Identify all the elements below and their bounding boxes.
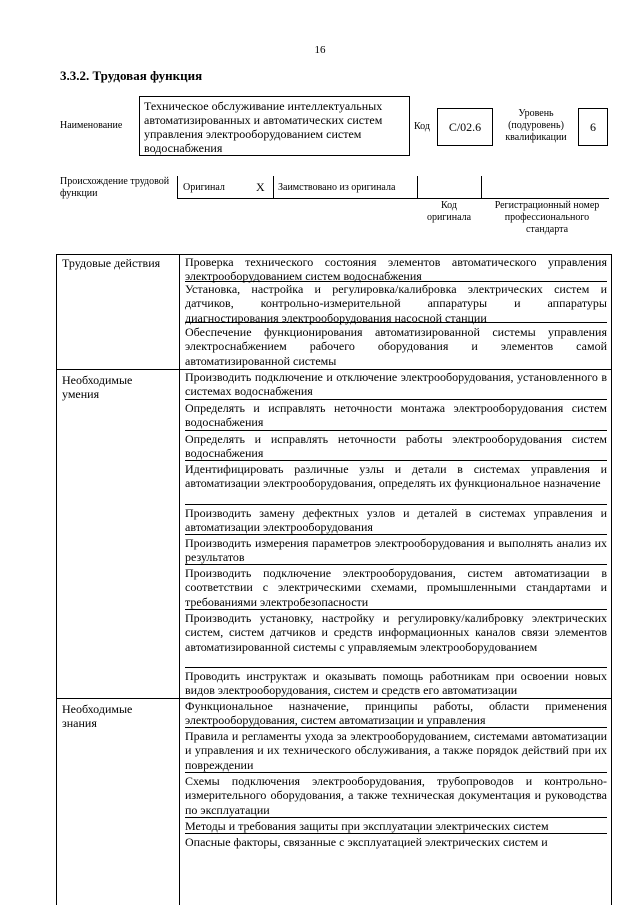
origin-divider-4 [481, 176, 482, 198]
table-right-line [611, 254, 612, 905]
code-value: C/02.6 [437, 108, 493, 146]
page-number: 16 [314, 44, 326, 56]
table-row: Обеспечение функционирования автоматизированной системы управления электроснабжением рабочего оборудования и элементов самой автоматизированной системы [185, 325, 607, 368]
original-label: Оригинал [183, 181, 225, 193]
function-name: Техническое обслуживание интеллектуальных автоматизированных и автоматических систем управления электрооборудованием систем водоснабжения [139, 96, 410, 156]
section-label-skills: Необходимые умения [62, 373, 133, 401]
table-row: Методы и требования защиты при эксплуатации электрических систем [185, 819, 607, 834]
code-original-caption: Код оригинала [426, 200, 472, 223]
table-row: Правила и регламенты ухода за электрооборудованием, системами автоматизации и управления и их технического обслуживания, а также порядок действий при их повреждении [185, 729, 607, 772]
table-row: Проверка технического состояния элементов автоматического управления электрооборудованием систем водоснабжения [185, 255, 607, 284]
table-row: Производить подключение электрооборудования, систем автоматизации в соответствии с электрическими схемами, промышленными стандартами и требованиями электробезопасности [185, 566, 607, 609]
origin-label: Происхождение трудовой функции [60, 176, 170, 199]
original-mark: X [256, 179, 265, 194]
level-label: Уровень (подуровень) квалификации [505, 108, 567, 143]
table-row: Определять и исправлять неточности монтажа электрооборудования систем водоснабжения [185, 401, 607, 430]
table-row: Схемы подключения электрооборудования, трубопроводов и контрольно-измерительного оборудования, а также техническая документация и руководства по эксплуатации [185, 774, 607, 817]
table-row: Производить измерения параметров электрооборудования и выполнять анализ их результатов [185, 536, 607, 565]
origin-divider-1 [177, 176, 178, 198]
table-row: Определять и исправлять неточности работы электрооборудования систем водоснабжения [185, 432, 607, 461]
table-row: Проводить инструктаж и оказывать помощь работникам при освоении новых видов электрооборудования, систем и средств его автоматизации [185, 669, 607, 698]
table-row: Производить замену дефектных узлов и деталей в системах управления и автоматизации электрооборудования [185, 506, 607, 535]
level-value: 6 [578, 108, 608, 146]
section-label-actions: Трудовые действия [62, 256, 161, 270]
table-left-line [56, 254, 57, 905]
table-row: Установка, настройка и регулировка/калибровка электрических систем и датчиков, контрольно-измерительной аппаратуры и аппаратуры диагностирования электрооборудования насосной станции [185, 282, 607, 325]
origin-divider-2 [273, 176, 274, 198]
name-label: Наименование [60, 120, 123, 131]
origin-divider-3 [417, 176, 418, 198]
table-row: Производить подключение и отключение электрооборудования, установленного в системах водоснабжения [185, 370, 607, 399]
table-row: Производить установку, настройку и регулировку/калибровку электрических систем, систем датчиков и средств информационных каналов связи элементов автоматизированной системы с управляемым электрооборудованием [185, 611, 607, 668]
reg-number-caption: Регистрационный номер профессионального стандарта [494, 200, 600, 235]
section-label-knowledge: Необходимые знания [62, 702, 133, 730]
borrowed-label: Заимствовано из оригинала [278, 181, 396, 193]
table-mid-line [179, 254, 180, 905]
table-row: Функциональное назначение, принципы работы, области применения электрооборудования, систем автоматизации и управления [185, 699, 607, 728]
code-label: Код [414, 121, 430, 132]
table-row: Опасные факторы, связанные с эксплуатацией электрических систем и [185, 835, 548, 849]
origin-bottom-line [177, 198, 609, 199]
table-row: Идентифицировать различные узлы и детали в системах управления и автоматизации электрооборудования, определять их функциональное назначение [185, 462, 607, 505]
section-title: 3.3.2. Трудовая функция [60, 68, 203, 83]
